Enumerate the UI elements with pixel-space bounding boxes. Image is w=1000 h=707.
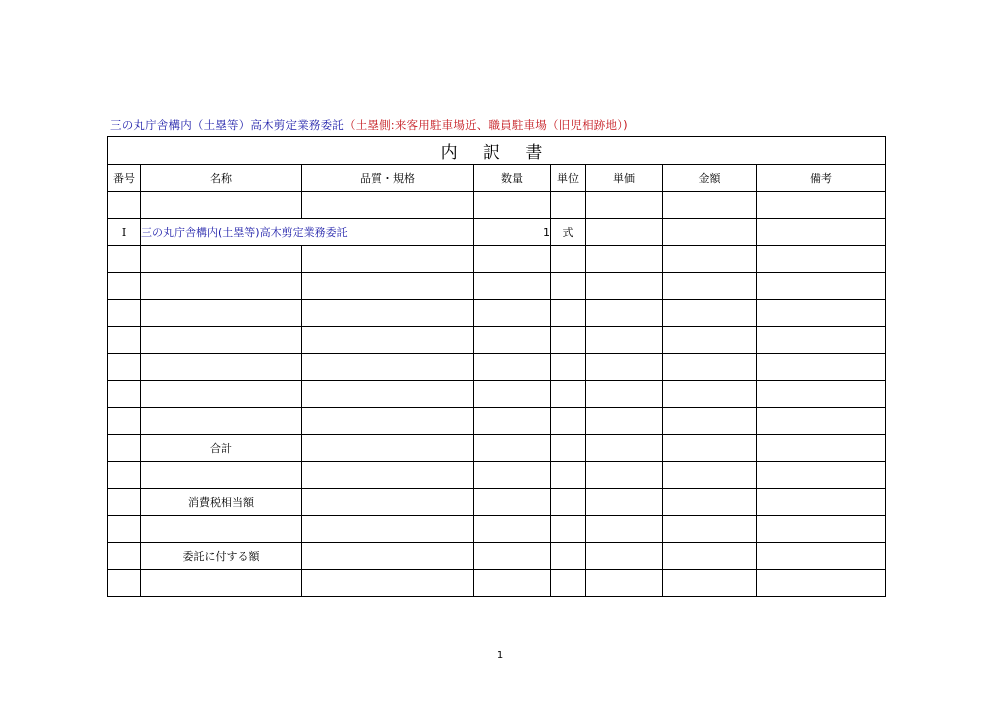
cell bbox=[551, 273, 586, 300]
tax-label: 消費税相当額 bbox=[141, 489, 302, 516]
cell bbox=[302, 300, 474, 327]
document-title-main: 三の丸庁舎構内（土塁等）高木剪定業務委託 bbox=[110, 118, 344, 132]
table-row bbox=[108, 516, 886, 543]
header-name: 名称 bbox=[141, 165, 302, 192]
item-amount bbox=[663, 219, 757, 246]
total-row bbox=[108, 435, 886, 462]
cell bbox=[108, 354, 141, 381]
cell bbox=[663, 192, 757, 219]
cell bbox=[586, 381, 663, 408]
cell bbox=[141, 354, 302, 381]
header-remarks: 備考 bbox=[757, 165, 886, 192]
cell bbox=[586, 435, 663, 462]
cell bbox=[474, 273, 551, 300]
cell bbox=[108, 462, 141, 489]
table-row bbox=[108, 246, 886, 273]
table-row bbox=[108, 327, 886, 354]
cell bbox=[474, 462, 551, 489]
cell bbox=[108, 543, 141, 570]
cell bbox=[108, 192, 141, 219]
item-quantity: 1 bbox=[474, 219, 551, 246]
cell bbox=[474, 327, 551, 354]
cell bbox=[302, 435, 474, 462]
cell bbox=[586, 570, 663, 597]
breakdown-table bbox=[107, 136, 886, 597]
cell bbox=[302, 354, 474, 381]
cell bbox=[551, 408, 586, 435]
item-unit-price bbox=[586, 219, 663, 246]
cell bbox=[551, 192, 586, 219]
cell bbox=[757, 489, 886, 516]
cell bbox=[757, 246, 886, 273]
cell bbox=[663, 327, 757, 354]
cell bbox=[108, 435, 141, 462]
cell bbox=[586, 462, 663, 489]
table-row bbox=[108, 570, 886, 597]
cell bbox=[474, 246, 551, 273]
table-title: 内 訳 書 bbox=[108, 137, 886, 165]
item-number: I bbox=[108, 219, 141, 246]
cell bbox=[663, 408, 757, 435]
cell bbox=[141, 192, 302, 219]
document-title bbox=[110, 117, 628, 133]
cell bbox=[141, 408, 302, 435]
header-number: 番号 bbox=[108, 165, 141, 192]
contract-amount-label: 委託に付する額 bbox=[141, 543, 302, 570]
cell bbox=[586, 543, 663, 570]
cell bbox=[108, 246, 141, 273]
cell bbox=[586, 192, 663, 219]
cell bbox=[474, 489, 551, 516]
cell bbox=[474, 408, 551, 435]
table-title-row bbox=[108, 137, 886, 165]
cell bbox=[302, 192, 474, 219]
cell bbox=[663, 516, 757, 543]
cell bbox=[302, 408, 474, 435]
table-row bbox=[108, 381, 886, 408]
header-unit: 単位 bbox=[551, 165, 586, 192]
cell bbox=[474, 543, 551, 570]
cell bbox=[302, 570, 474, 597]
cell bbox=[586, 327, 663, 354]
cell bbox=[108, 300, 141, 327]
cell bbox=[141, 327, 302, 354]
cell bbox=[474, 300, 551, 327]
cell bbox=[586, 516, 663, 543]
cell bbox=[141, 300, 302, 327]
cell bbox=[551, 246, 586, 273]
tax-row bbox=[108, 489, 886, 516]
table-row bbox=[108, 354, 886, 381]
cell bbox=[586, 273, 663, 300]
header-unit-price: 単価 bbox=[586, 165, 663, 192]
cell bbox=[663, 462, 757, 489]
cell bbox=[108, 489, 141, 516]
cell bbox=[757, 327, 886, 354]
cell bbox=[757, 570, 886, 597]
cell bbox=[757, 381, 886, 408]
cell bbox=[141, 246, 302, 273]
cell bbox=[302, 543, 474, 570]
item-row bbox=[108, 219, 886, 246]
document-title-location: （土塁側:来客用駐車場近、職員駐車場（旧児相跡地）) bbox=[344, 118, 628, 132]
cell bbox=[757, 543, 886, 570]
cell bbox=[551, 462, 586, 489]
cell bbox=[141, 570, 302, 597]
header-amount: 金額 bbox=[663, 165, 757, 192]
cell bbox=[663, 543, 757, 570]
cell bbox=[302, 381, 474, 408]
cell bbox=[551, 354, 586, 381]
cell bbox=[586, 246, 663, 273]
cell bbox=[586, 489, 663, 516]
cell bbox=[757, 516, 886, 543]
cell bbox=[474, 516, 551, 543]
cell bbox=[757, 408, 886, 435]
contract-amount-row bbox=[108, 543, 886, 570]
table-row bbox=[108, 408, 886, 435]
header-quantity: 数量 bbox=[474, 165, 551, 192]
cell bbox=[108, 516, 141, 543]
table-row bbox=[108, 462, 886, 489]
cell bbox=[302, 246, 474, 273]
cell bbox=[663, 273, 757, 300]
cell bbox=[757, 354, 886, 381]
cell bbox=[108, 273, 141, 300]
total-label: 合計 bbox=[141, 435, 302, 462]
cell bbox=[108, 408, 141, 435]
cell bbox=[474, 354, 551, 381]
item-unit: 式 bbox=[551, 219, 586, 246]
cell bbox=[108, 327, 141, 354]
cell bbox=[663, 489, 757, 516]
cell bbox=[551, 300, 586, 327]
cell bbox=[757, 273, 886, 300]
cell bbox=[551, 381, 586, 408]
page-number: 1 bbox=[496, 650, 504, 661]
cell bbox=[551, 516, 586, 543]
cell bbox=[551, 327, 586, 354]
cell bbox=[551, 489, 586, 516]
cell bbox=[757, 435, 886, 462]
item-name: 三の丸庁舎構内(土塁等)高木剪定業務委託 bbox=[141, 219, 474, 246]
cell bbox=[757, 462, 886, 489]
cell bbox=[141, 462, 302, 489]
cell bbox=[551, 570, 586, 597]
cell bbox=[757, 192, 886, 219]
item-remarks bbox=[757, 219, 886, 246]
cell bbox=[474, 192, 551, 219]
table-row bbox=[108, 273, 886, 300]
cell bbox=[586, 408, 663, 435]
cell bbox=[663, 246, 757, 273]
cell bbox=[663, 354, 757, 381]
cell bbox=[474, 435, 551, 462]
cell bbox=[551, 543, 586, 570]
cell bbox=[141, 381, 302, 408]
cell bbox=[663, 570, 757, 597]
cell bbox=[302, 489, 474, 516]
cell bbox=[141, 516, 302, 543]
header-row bbox=[108, 165, 886, 192]
header-spec: 品質・規格 bbox=[302, 165, 474, 192]
cell bbox=[757, 300, 886, 327]
table-row bbox=[108, 192, 886, 219]
cell bbox=[474, 570, 551, 597]
cell bbox=[108, 570, 141, 597]
cell bbox=[586, 300, 663, 327]
cell bbox=[663, 435, 757, 462]
cell bbox=[302, 462, 474, 489]
cell bbox=[302, 327, 474, 354]
cell bbox=[141, 273, 302, 300]
cell bbox=[302, 516, 474, 543]
cell bbox=[586, 354, 663, 381]
cell bbox=[663, 381, 757, 408]
cell bbox=[551, 435, 586, 462]
table-row bbox=[108, 300, 886, 327]
cell bbox=[108, 381, 141, 408]
cell bbox=[302, 273, 474, 300]
cell bbox=[663, 300, 757, 327]
cell bbox=[474, 381, 551, 408]
